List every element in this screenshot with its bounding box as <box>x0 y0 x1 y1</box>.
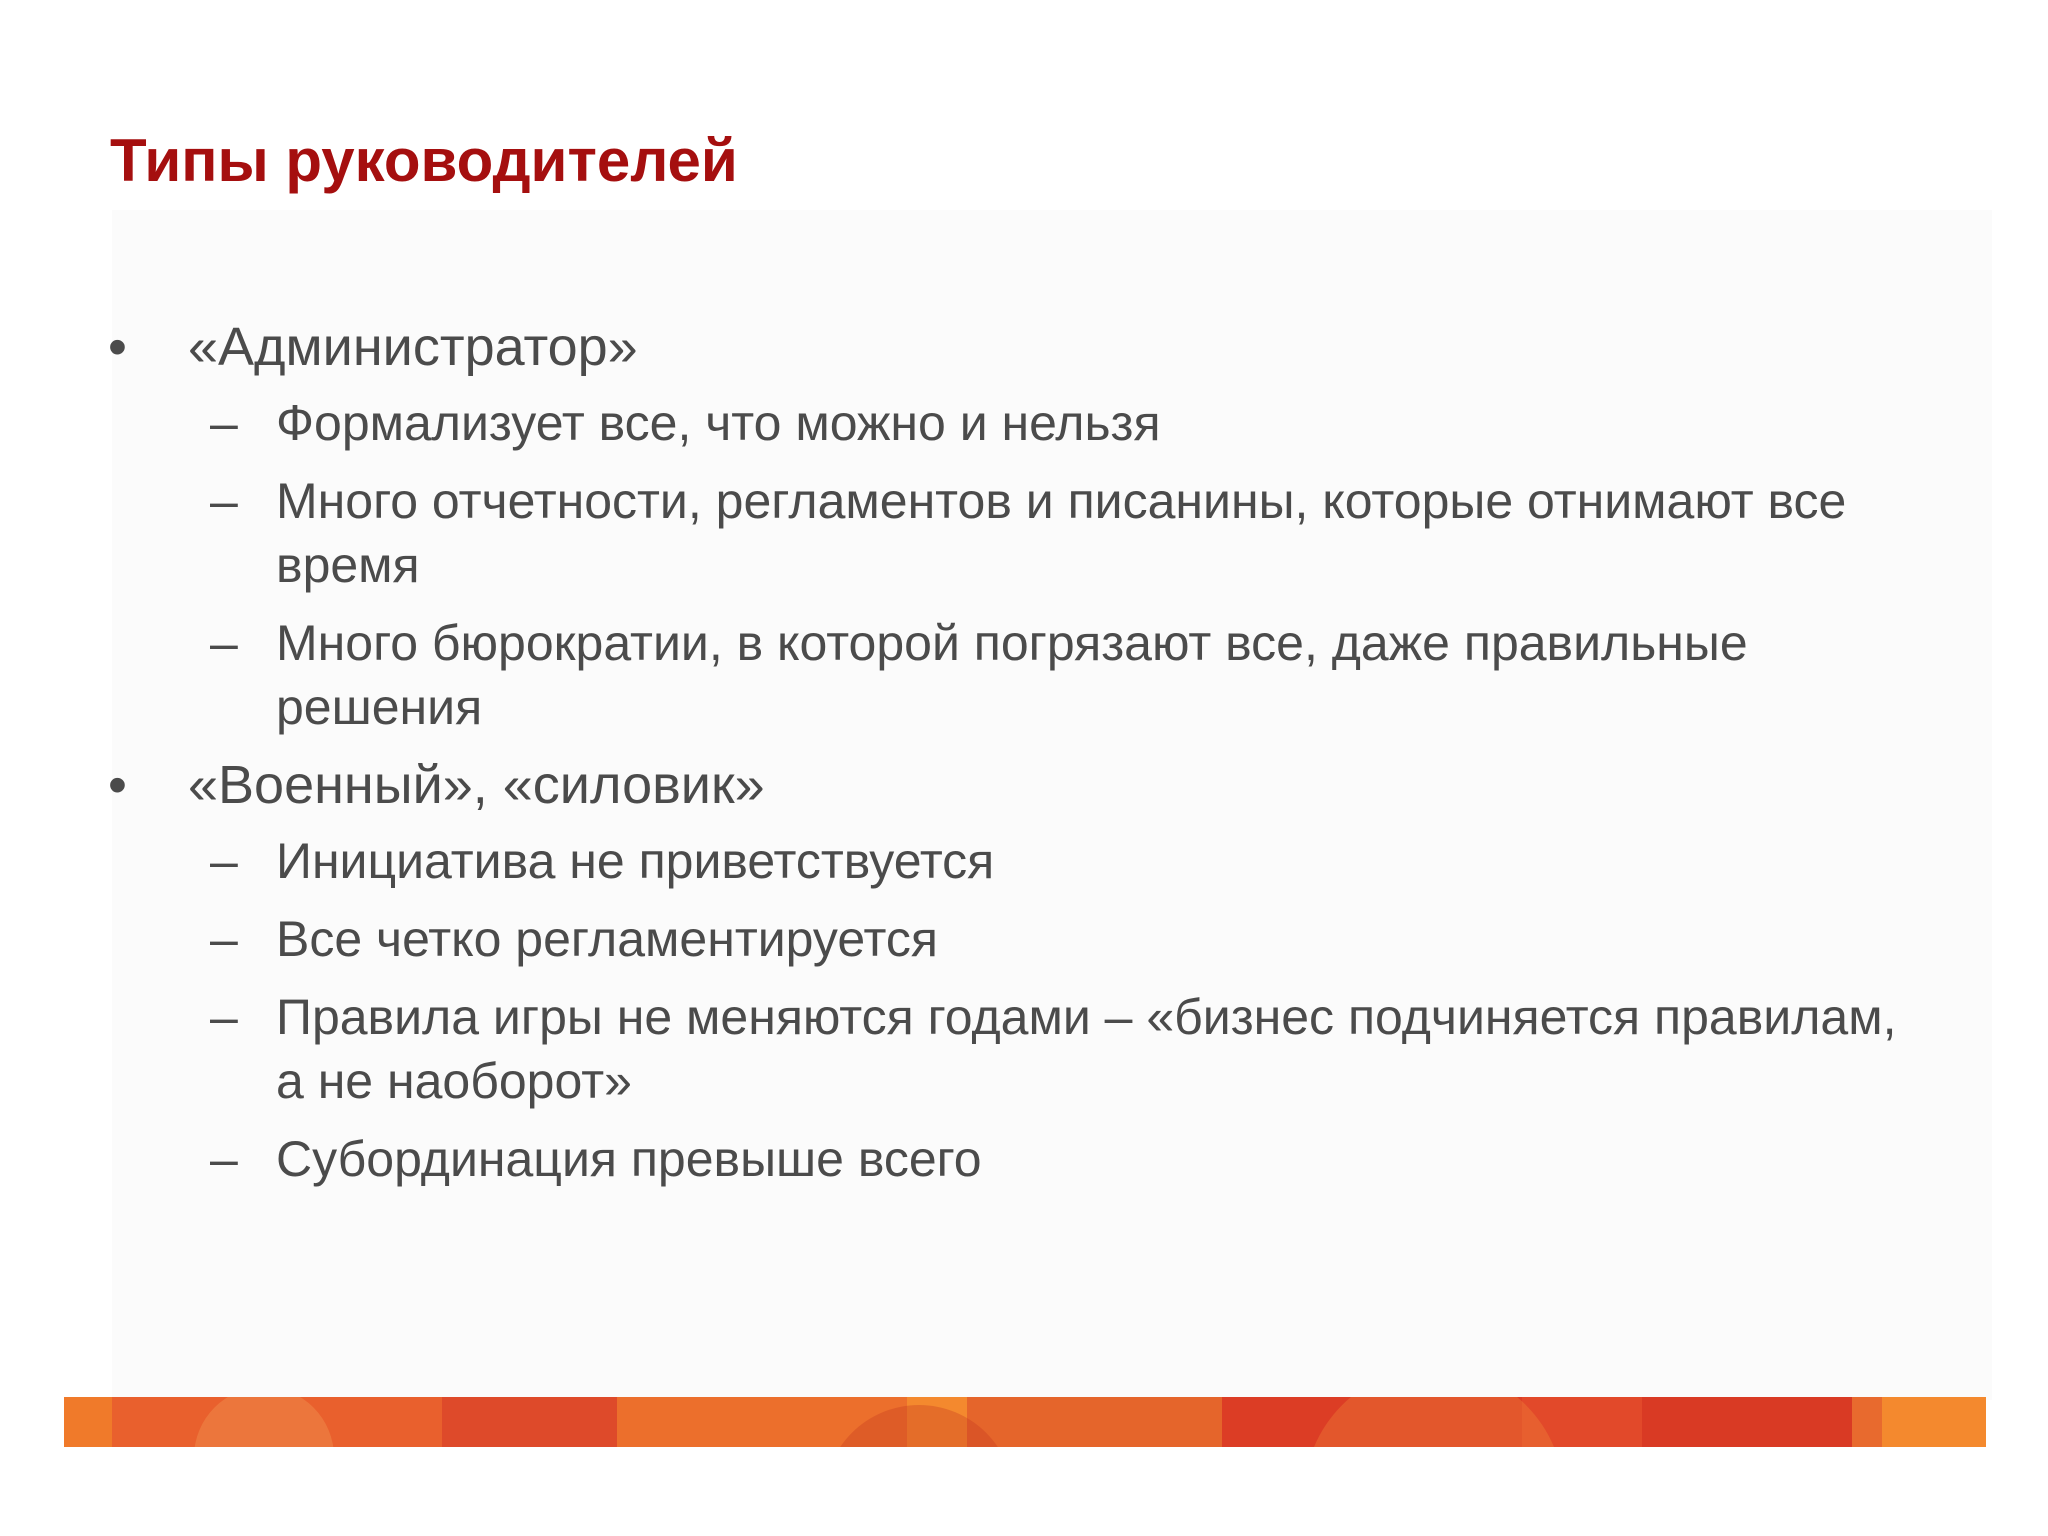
sub-item <box>108 985 1938 1113</box>
bullet-text: «Администратор» <box>188 317 638 377</box>
dash-icon: – <box>210 615 238 671</box>
bullet-icon: • <box>108 317 127 377</box>
sub-item-text: Все четко регламентируется <box>276 911 938 967</box>
sub-item <box>108 829 1938 893</box>
dash-icon: – <box>210 473 238 529</box>
sub-item <box>108 907 1938 971</box>
slide-title: Типы руководителей <box>110 127 738 194</box>
sub-item-text: Формализует все, что можно и нельзя <box>276 395 1161 451</box>
sub-item <box>108 611 1938 739</box>
bar-segment <box>967 1397 1222 1447</box>
sub-item-text: Субординация превыше всего <box>276 1131 982 1187</box>
sub-item-text: Инициатива не приветствуется <box>276 833 995 889</box>
bar-segment <box>442 1397 617 1447</box>
sub-item <box>108 391 1938 455</box>
bar-arc-decoration <box>1304 1397 1564 1447</box>
bar-segment <box>1852 1397 1882 1447</box>
bar-segment <box>64 1397 112 1447</box>
dash-icon: – <box>210 395 238 451</box>
bullet-list <box>108 315 1938 1205</box>
sub-item <box>108 469 1938 597</box>
sub-item-text: Правила игры не меняются годами – «бизнес подчиняется правилам, а не наоборот» <box>276 989 1897 1109</box>
dash-icon: – <box>210 1131 238 1187</box>
bullet-item-administrator <box>108 315 1938 379</box>
dash-icon: – <box>210 833 238 889</box>
sub-item <box>108 1127 1938 1191</box>
bullet-item-military <box>108 753 1938 817</box>
sub-item-text: Много отчетности, регламентов и писанины, которые отнимают все время <box>276 473 1847 593</box>
bar-segment <box>1882 1397 1986 1447</box>
bar-segment <box>1642 1397 1852 1447</box>
bullet-icon: • <box>108 755 127 815</box>
dash-icon: – <box>210 989 238 1045</box>
dash-icon: – <box>210 911 238 967</box>
bullet-text: «Военный», «силовик» <box>188 755 765 815</box>
sub-item-text: Много бюрократии, в которой погрязают все, даже правильные решения <box>276 615 1748 735</box>
decorative-bottom-bar <box>64 1397 1986 1447</box>
